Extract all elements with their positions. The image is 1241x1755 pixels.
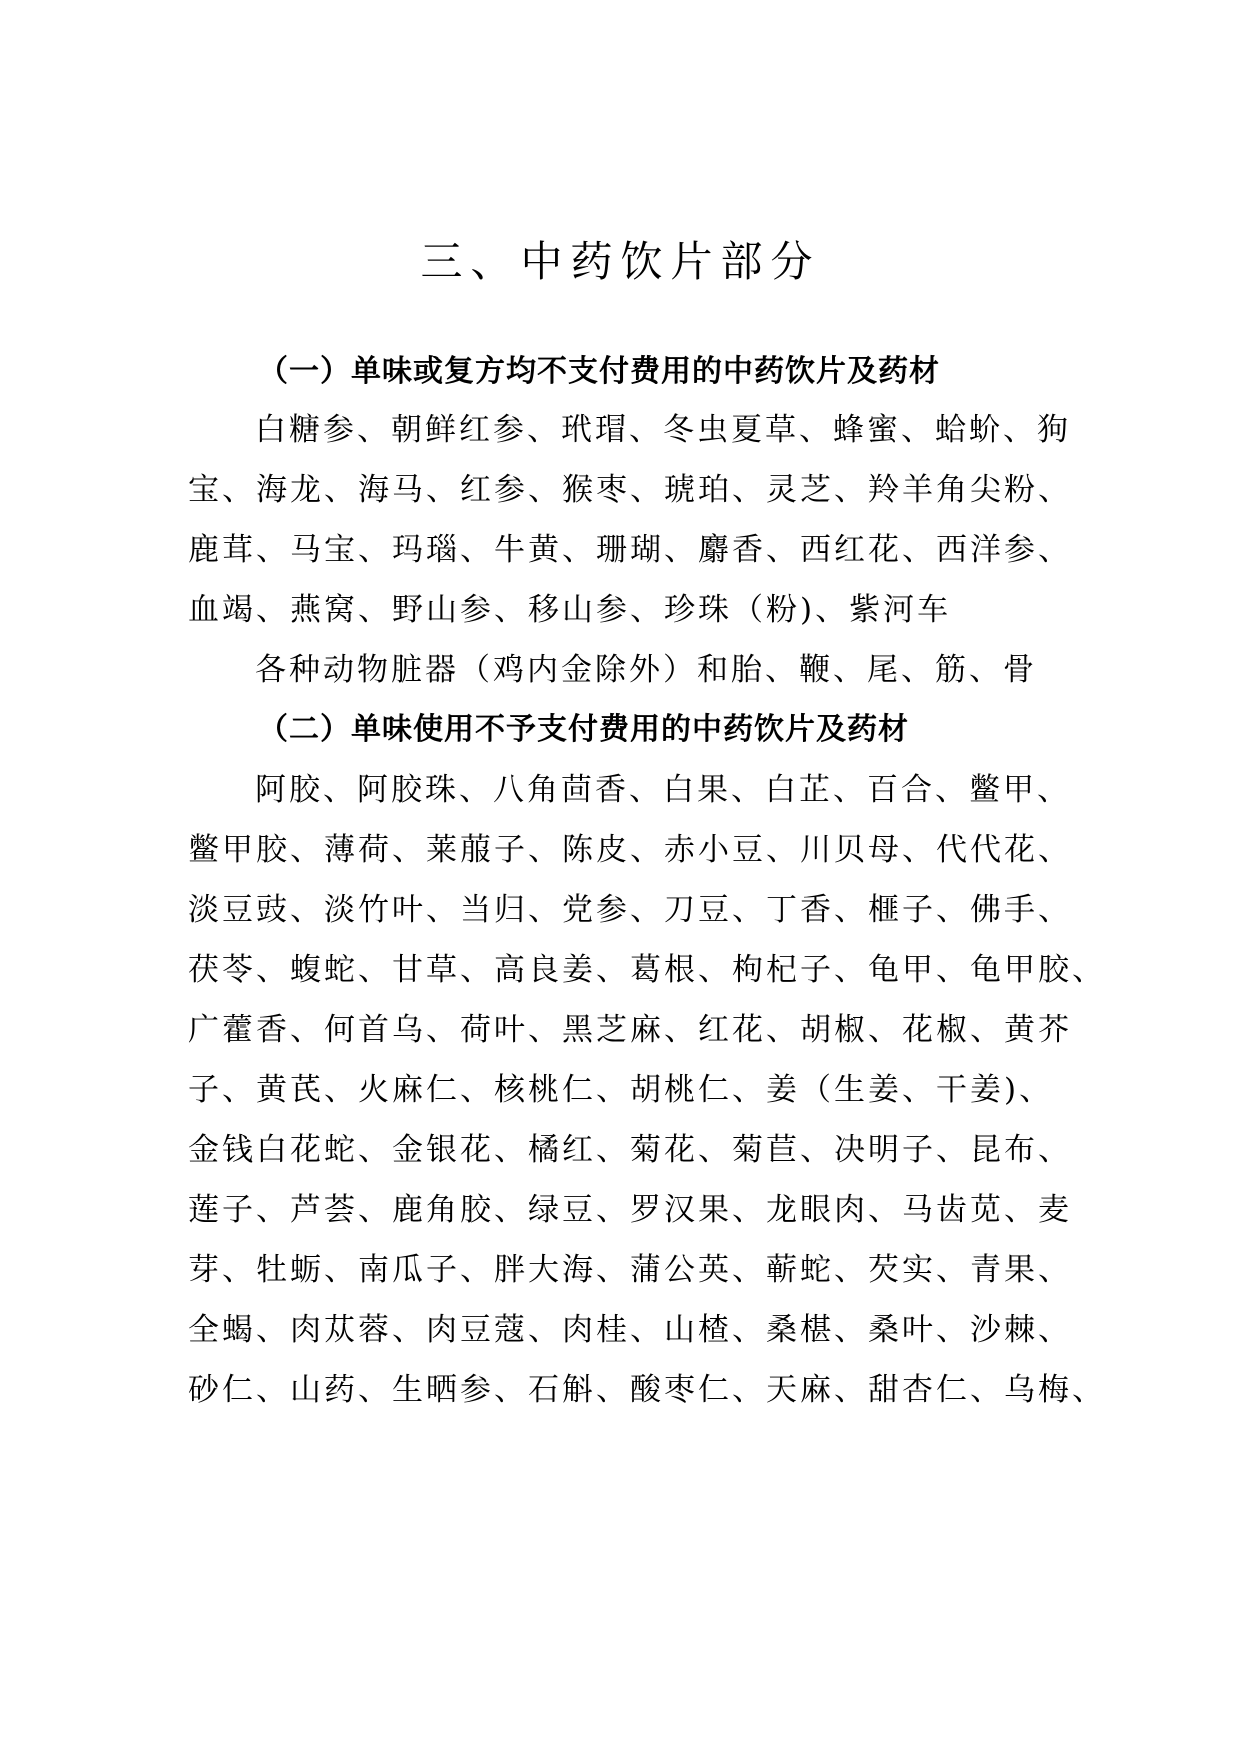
section-2-line-1: 阿胶、阿胶珠、八角茴香、白果、白芷、百合、鳖甲、	[255, 772, 1071, 808]
section-2-line-8: 莲子、芦荟、鹿角胶、绿豆、罗汉果、龙眼肉、马齿苋、麦	[188, 1192, 1072, 1228]
section-1-line-1: 白糖参、朝鲜红参、玳瑁、冬虫夏草、蜂蜜、蛤蚧、狗	[255, 412, 1071, 448]
section-2-line-3: 淡豆豉、淡竹叶、当归、党参、刀豆、丁香、榧子、佛手、	[188, 892, 1072, 928]
page-title: 三、中药饮片部分	[420, 237, 821, 286]
section-1-line-3: 鹿茸、马宝、玛瑙、牛黄、珊瑚、麝香、西红花、西洋参、	[188, 532, 1072, 568]
section-1-line-4: 血竭、燕窝、野山参、移山参、珍珠（粉)、紫河车	[188, 592, 952, 628]
section-2-line-4: 茯苓、蝮蛇、甘草、高良姜、葛根、枸杞子、龟甲、龟甲胶、	[188, 952, 1106, 988]
section-2-line-10: 全蝎、肉苁蓉、肉豆蔻、肉桂、山楂、桑椹、桑叶、沙棘、	[188, 1312, 1072, 1348]
section-2-line-5: 广藿香、何首乌、荷叶、黑芝麻、红花、胡椒、花椒、黄芥	[188, 1012, 1072, 1048]
section-2-line-9: 芽、牡蛎、南瓜子、胖大海、蒲公英、蕲蛇、芡实、青果、	[188, 1252, 1072, 1288]
section-2-line-2: 鳖甲胶、薄荷、莱菔子、陈皮、赤小豆、川贝母、代代花、	[188, 832, 1072, 868]
section-2-line-11: 砂仁、山药、生晒参、石斛、酸枣仁、天麻、甜杏仁、乌梅、	[188, 1372, 1106, 1408]
section-1-line-2: 宝、海龙、海马、红参、猴枣、琥珀、灵芝、羚羊角尖粉、	[188, 472, 1072, 508]
section-1-heading: （一）单味或复方均不支付费用的中药饮片及药材	[258, 354, 940, 389]
section-2-heading: （二）单味使用不予支付费用的中药饮片及药材	[258, 712, 909, 747]
section-2-line-6: 子、黄芪、火麻仁、核桃仁、胡桃仁、姜（生姜、干姜)、	[188, 1072, 1054, 1108]
section-2-line-7: 金钱白花蛇、金银花、橘红、菊花、菊苣、决明子、昆布、	[188, 1132, 1072, 1168]
section-1-line-5: 各种动物脏器（鸡内金除外）和胎、鞭、尾、筋、骨	[255, 652, 1037, 688]
